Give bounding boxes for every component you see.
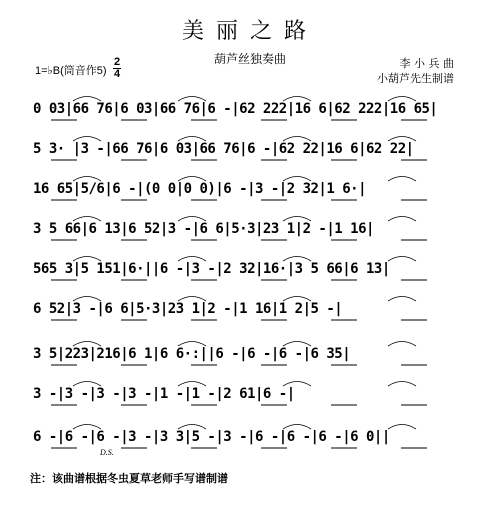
- score-row: [33, 290, 473, 330]
- score-row: [33, 90, 473, 130]
- meter-bottom: 4: [113, 68, 121, 80]
- score-line: 5 3· |3 -|66 76|6 03|66 76|6 -|62 22|16 6|62 22|: [33, 141, 414, 157]
- beam-underlines: [33, 364, 473, 370]
- beam-underlines: [33, 319, 473, 325]
- composer-credit: 李 小 兵 曲: [399, 57, 454, 70]
- score-line: 16 65|5/6|6 -|(0 0|0 0)|6 -|3 -|2 32|1 6·|: [33, 181, 367, 197]
- beam-underlines: [33, 159, 473, 165]
- beam-underlines: [33, 239, 473, 245]
- score-row: [33, 210, 473, 250]
- score-line: 565 3|5 151|6·||6 -|3 -|2 32|16·|3 5 66|6 13|: [33, 261, 390, 277]
- beam-underlines: [33, 119, 473, 125]
- score-row: [33, 335, 473, 375]
- footer-note: 注：该曲谱根据冬虫夏草老师手写谱制谱: [30, 472, 228, 485]
- score-line: 0 03|66 76|6 03|66 76|6 -|62 222|16 6|62 222|16 65|: [33, 101, 438, 117]
- score-line: 3 5 66|6 13|6 52|3 -|6 6|5·3|23 1|2 -|1 16|: [33, 221, 374, 237]
- key-signature: 1=♭B(筒音作5): [35, 65, 107, 77]
- score-line: 3 5|223|216|6 1|6 6·:||6 -|6 -|6 -|6 35|: [33, 346, 351, 362]
- ds-mark: D.S.: [100, 448, 114, 457]
- beam-underlines: [33, 279, 473, 285]
- beam-underlines: [33, 404, 473, 410]
- arranger-credit: 小葫芦先生制谱: [377, 72, 454, 85]
- score-row: [33, 418, 473, 458]
- score-row: [33, 375, 473, 415]
- meter-top: 2: [113, 56, 121, 68]
- score-line: 3 -|3 -|3 -|3 -|1 -|1 -|2 61|6 -|: [33, 386, 295, 402]
- time-signature: [113, 57, 121, 80]
- score-line: 6 -|6 -|6 -|3 -|3 3|5 -|3 -|6 -|6 -|6 -|6 0||: [33, 429, 390, 445]
- beam-underlines: [33, 447, 473, 453]
- score-row: [33, 250, 473, 290]
- page-title: 美丽之路: [181, 19, 318, 44]
- score-line: 6 52|3 -|6 6|5·3|23 1|2 -|1 16|1 2|5 -|: [33, 301, 343, 317]
- page-subtitle: 葫芦丝独奏曲: [213, 52, 286, 66]
- score-row: [33, 170, 473, 210]
- score-row: [33, 130, 473, 170]
- beam-underlines: [33, 199, 473, 205]
